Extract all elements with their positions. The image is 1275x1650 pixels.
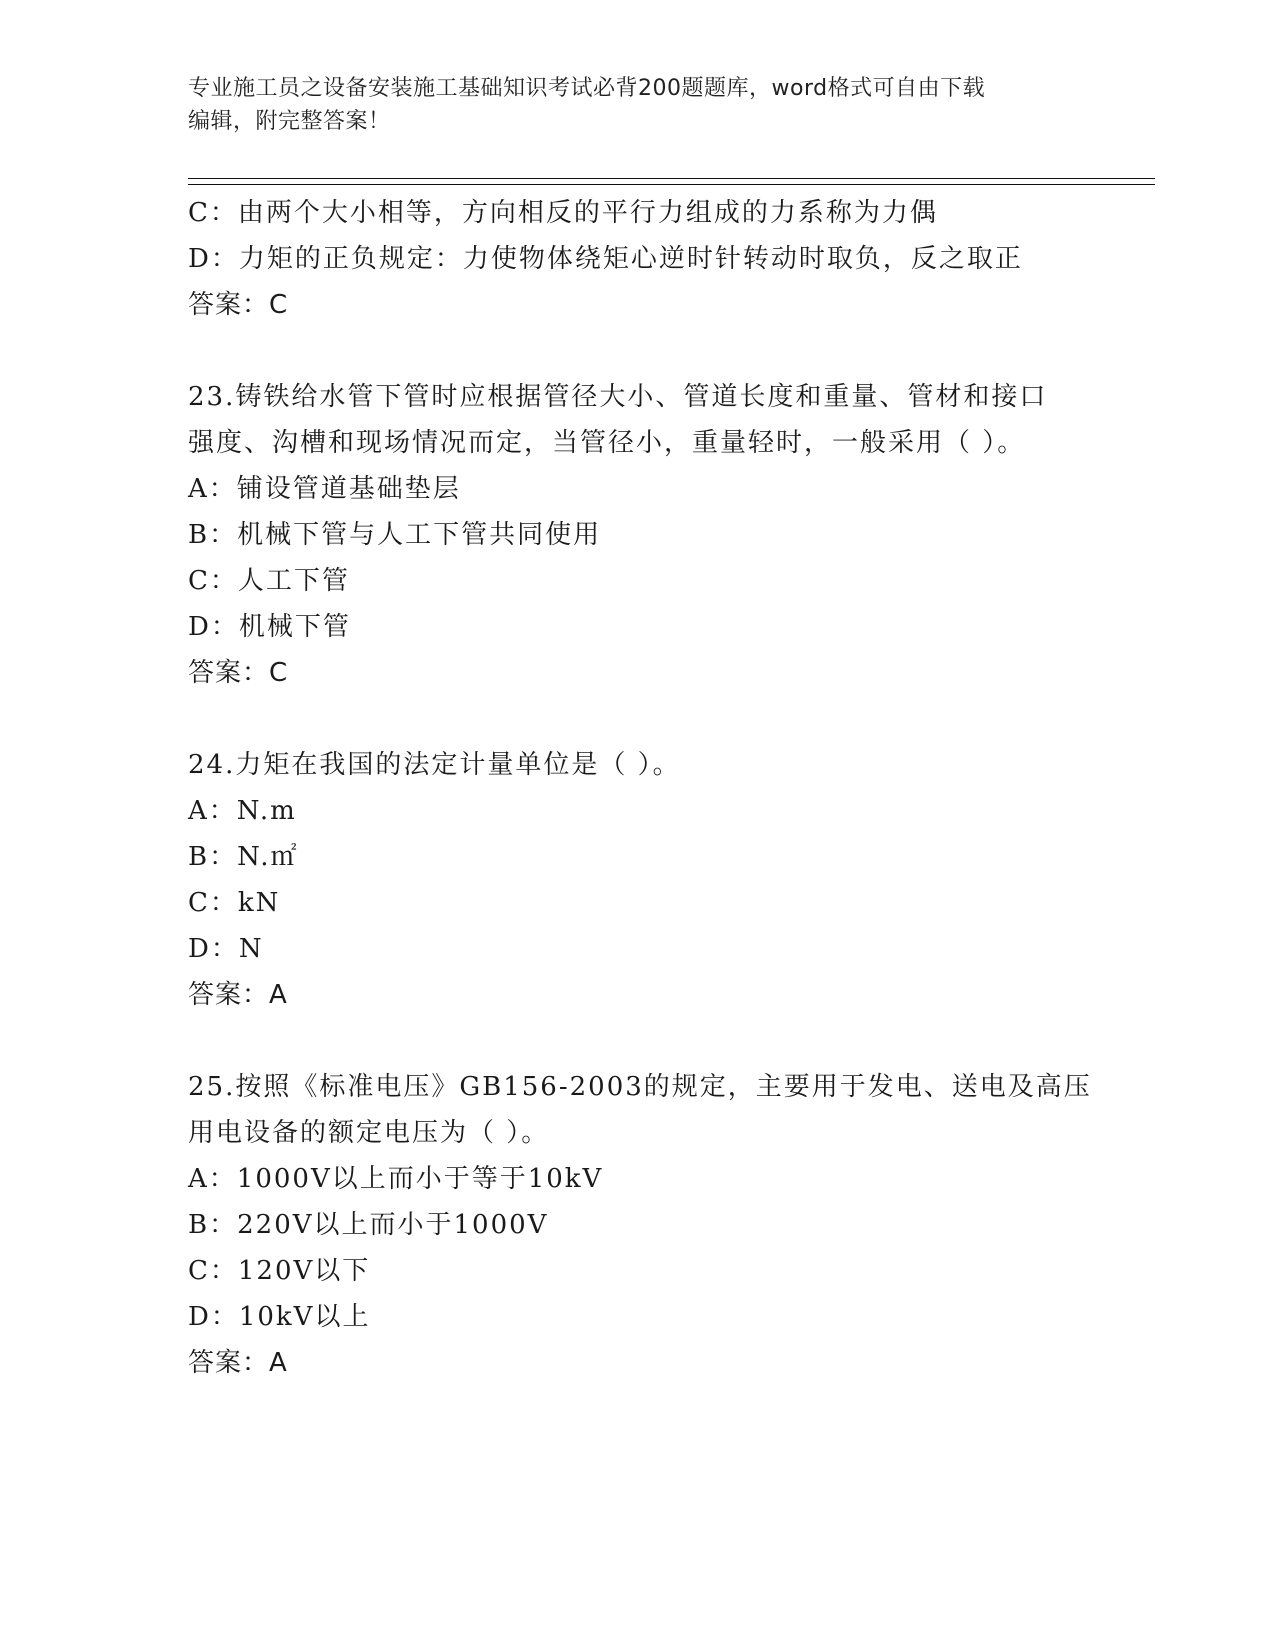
header-title-line-2: 编辑，附完整答案！ [188,109,391,134]
option-b: B：220V以上而小于1000V [188,1210,549,1240]
header-divider-top [188,178,1155,179]
option-c: C：由两个大小相等，方向相反的平行力组成的力系称为力偶 [188,198,938,228]
question-stem-line-1: 24.力矩在我国的法定计量单位是（ ）。 [188,750,681,780]
question-stem-line-2: 强度、沟槽和现场情况而定，当管径小，重量轻时，一般采用（ ）。 [188,428,1026,458]
header-title-line-1: 专业施工员之设备安装施工基础知识考试必背200题题库，word格式可自由下载 [188,76,986,101]
option-a: A：N.m [188,796,297,826]
answer-label: 答案：A [188,1348,288,1378]
answer-label: 答案：C [188,658,289,688]
question-list [188,190,1092,1386]
option-b: B：N.㎡ [188,842,299,872]
question-stem-line-2: 用电设备的额定电压为（ ）。 [188,1118,550,1148]
option-c: C：120V以下 [188,1256,371,1286]
answer-label: 答案：A [188,980,288,1010]
option-d: D：机械下管 [188,612,351,642]
question-22-tail [188,190,1088,328]
question-23 [188,374,1088,696]
option-c: C：kN [188,888,281,918]
answer-label: 答案：C [188,290,289,320]
question-25 [188,1064,1092,1386]
option-c: C：人工下管 [188,566,350,596]
option-d: D：力矩的正负规定：力使物体绕矩心逆时针转动时取负，反之取正 [188,244,1023,274]
question-stem-line-1: 23.铸铁给水管下管时应根据管径大小、管道长度和重量、管材和接口 [188,382,1048,412]
document-header [188,72,1088,138]
option-d: D：10kV以上 [188,1302,371,1332]
option-a: A：1000V以上而小于等于10kV [188,1164,604,1194]
question-24 [188,742,1088,1018]
option-b: B：机械下管与人工下管共同使用 [188,520,602,550]
question-stem-line-1: 25.按照《标准电压》GB156-2003的规定，主要用于发电、送电及高压 [188,1072,1092,1102]
option-a: A：铺设管道基础垫层 [188,474,461,504]
header-divider-bottom [188,184,1155,185]
option-d: D：N [188,934,264,964]
